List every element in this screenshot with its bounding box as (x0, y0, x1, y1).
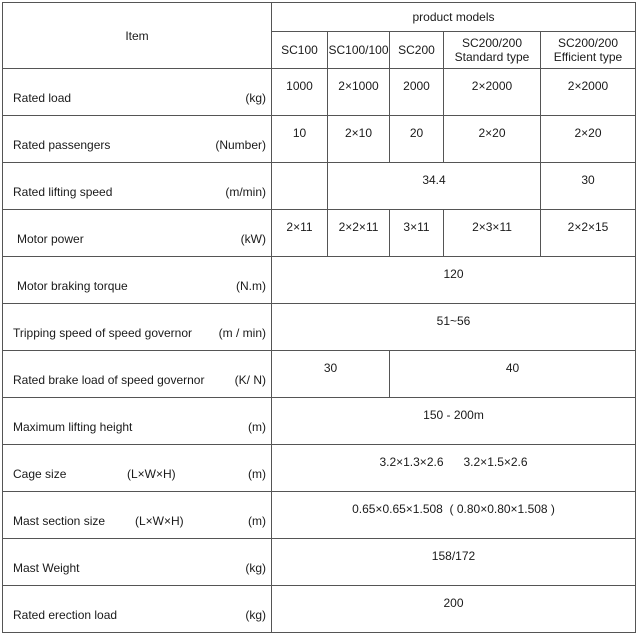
row-unit: (kg) (245, 608, 266, 622)
row-label: Rated brake load of speed governor (13, 373, 205, 387)
row-label: Tripping speed of speed governor (13, 326, 193, 340)
table-row (3, 163, 636, 210)
row-label-cell (3, 163, 272, 210)
value-cell: 20 (390, 116, 444, 163)
row-label-cell (3, 492, 272, 539)
value-cell: 10 (272, 116, 328, 163)
model-header: SC200 (390, 32, 444, 69)
value-cell: 0.65×0.65×1.508 ( 0.80×0.80×1.508 ) (272, 492, 636, 539)
value-cell: 200 (272, 586, 636, 633)
value-cell: 2×20 (541, 116, 636, 163)
row-label-cell (3, 586, 272, 633)
row-label: Mast Weight (13, 561, 80, 575)
table-row (3, 398, 636, 445)
model-header: SC100/100 (328, 32, 390, 69)
table-row (3, 351, 636, 398)
table-row (3, 116, 636, 163)
row-label-cell (3, 445, 272, 492)
value-cell: 30 (541, 163, 636, 210)
value-cell: 2×2000 (444, 69, 541, 116)
row-label: Rated lifting speed (13, 185, 113, 199)
row-unit: (m/min) (225, 185, 266, 199)
row-unit: (Number) (215, 138, 266, 152)
row-label-cell (3, 539, 272, 586)
value-cell: 3×11 (390, 210, 444, 257)
table-row (3, 257, 636, 304)
row-label-cell (3, 398, 272, 445)
row-label: Maximum lifting height (13, 420, 133, 434)
value-cell: 150 - 200m (272, 398, 636, 445)
row-unit: (m) (248, 514, 266, 528)
model-header: SC200/200 Standard type (444, 32, 541, 69)
row-unit: (kg) (245, 561, 266, 575)
model-header: SC100 (272, 32, 328, 69)
table-row (3, 492, 636, 539)
row-label: Rated erection load (13, 608, 118, 622)
row-unit: (m) (248, 420, 266, 434)
value-cell: 51~56 (272, 304, 636, 351)
row-label: Motor braking torque (17, 279, 128, 293)
row-unit: (kg) (245, 91, 266, 105)
model-header: SC200/200 Efficient type (541, 32, 636, 69)
table-row (3, 539, 636, 586)
value-cell: 158/172 (272, 539, 636, 586)
value-cell: 34.4 (328, 163, 541, 210)
value-cell: 2×20 (444, 116, 541, 163)
value-cell: 2×11 (272, 210, 328, 257)
value-cell: 3.2×1.3×2.6 3.2×1.5×2.6 (272, 445, 636, 492)
row-label-cell (3, 69, 272, 116)
row-label: Rated passengers (13, 138, 111, 152)
row-dimensions: (L×W×H) (127, 467, 176, 481)
value-cell: 2×1000 (328, 69, 390, 116)
header-row-top (3, 3, 636, 32)
row-unit: (K/ N) (234, 373, 266, 387)
row-label: Motor power (17, 232, 84, 246)
row-label-cell (3, 257, 272, 304)
row-label-cell (3, 210, 272, 257)
table-row (3, 69, 636, 116)
spec-table (2, 2, 636, 633)
empty-cell (272, 163, 328, 210)
row-label: Cage size (13, 467, 67, 481)
product-models-header: product models (272, 3, 636, 32)
value-cell: 2×2×11 (328, 210, 390, 257)
row-label-cell (3, 304, 272, 351)
value-cell: 1000 (272, 69, 328, 116)
table-row (3, 586, 636, 633)
row-unit: (m) (248, 467, 266, 481)
value-cell: 2000 (390, 69, 444, 116)
row-label: Rated load (13, 91, 72, 105)
value-cell: 2×3×11 (444, 210, 541, 257)
item-header-label: Item (125, 29, 149, 43)
value-cell: 30 (272, 351, 390, 398)
value-cell: 120 (272, 257, 636, 304)
row-unit: (N.m) (236, 279, 266, 293)
row-unit: (kW) (240, 232, 266, 246)
value-cell: 2×2000 (541, 69, 636, 116)
row-label-cell (3, 351, 272, 398)
table-row (3, 210, 636, 257)
value-cell: 2×10 (328, 116, 390, 163)
row-unit: (m / min) (218, 326, 266, 340)
table-row (3, 445, 636, 492)
row-label: Mast section size (13, 514, 106, 528)
value-cell: 40 (390, 351, 636, 398)
table-row (3, 304, 636, 351)
item-header (3, 3, 272, 69)
row-dimensions: (L×W×H) (135, 514, 184, 528)
value-cell: 2×2×15 (541, 210, 636, 257)
row-label-cell (3, 116, 272, 163)
